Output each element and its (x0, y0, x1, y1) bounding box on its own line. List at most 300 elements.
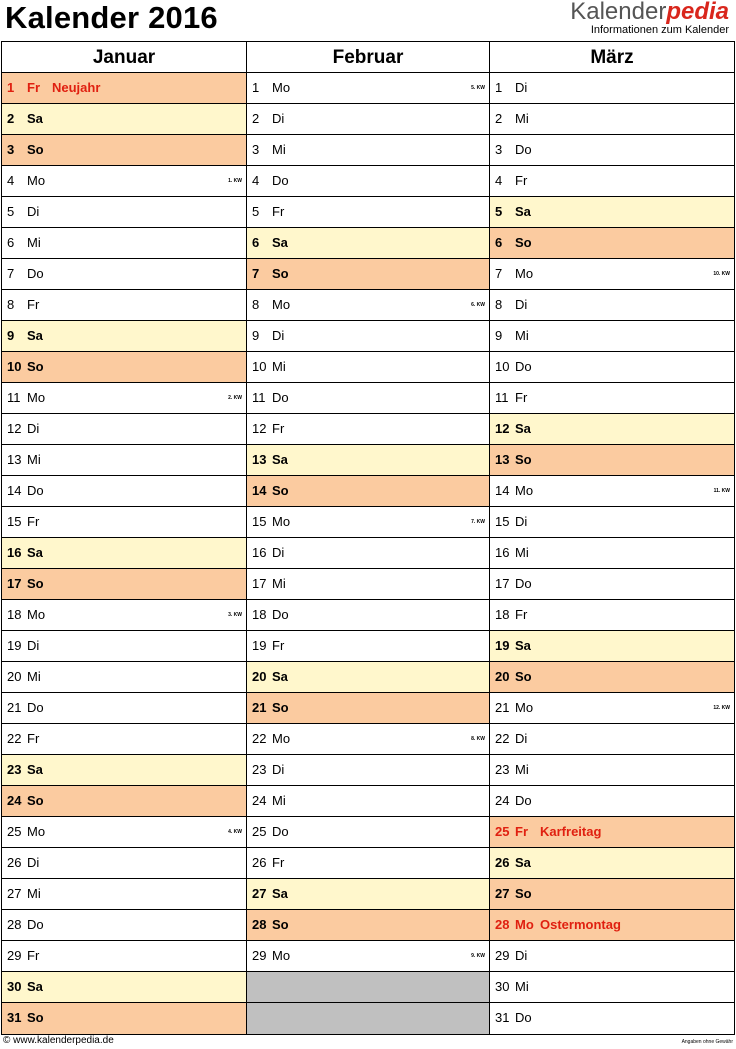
weekday: Mi (515, 979, 529, 994)
day-row (2, 290, 246, 321)
day-number: 16 (495, 545, 510, 560)
day-row (2, 197, 246, 228)
month-header: März (490, 42, 734, 73)
weekday: Sa (27, 328, 43, 343)
day-row (2, 569, 246, 600)
day-number: 17 (495, 576, 510, 591)
day-number: 21 (252, 700, 267, 715)
weekday: So (515, 669, 532, 684)
day-row (490, 569, 734, 600)
day-row (247, 569, 489, 600)
day-number: 16 (7, 545, 22, 560)
weekday: Mi (272, 142, 286, 157)
day-number: 25 (252, 824, 267, 839)
week-number: 2. KW (228, 395, 242, 401)
day-row (2, 383, 246, 414)
day-number: 5 (7, 204, 15, 219)
holiday-label: Ostermontag (540, 917, 621, 932)
day-number: 2 (495, 111, 503, 126)
weekday: Do (272, 390, 289, 405)
day-number: 27 (252, 886, 267, 901)
day-row (247, 817, 489, 848)
weekday: Di (515, 731, 528, 746)
weekday: So (515, 452, 532, 467)
day-number: 19 (495, 638, 510, 653)
day-number: 11 (495, 390, 509, 405)
weekday: Mi (272, 793, 286, 808)
day-row (490, 383, 734, 414)
day-number: 2 (7, 111, 15, 126)
weekday: Mi (27, 452, 41, 467)
day-row (2, 352, 246, 383)
day-row (2, 228, 246, 259)
day-row (490, 631, 734, 662)
week-number: 5. KW (471, 85, 485, 91)
day-number: 1 (495, 80, 503, 95)
day-row (490, 941, 734, 972)
day-row (2, 538, 246, 569)
weekday: So (27, 576, 44, 591)
weekday: So (27, 359, 44, 374)
day-number: 26 (7, 855, 22, 870)
weekday: Do (27, 917, 44, 932)
day-row (2, 755, 246, 786)
day-row (2, 73, 246, 104)
day-row (247, 879, 489, 910)
day-number: 18 (7, 607, 22, 622)
day-row (247, 321, 489, 352)
day-row (2, 507, 246, 538)
day-row (490, 445, 734, 476)
day-number: 9 (252, 328, 260, 343)
weekday: Di (272, 328, 285, 343)
day-number: 24 (495, 793, 510, 808)
day-number: 28 (495, 917, 510, 932)
month-column (2, 42, 247, 1034)
day-number: 10 (252, 359, 267, 374)
day-row (2, 941, 246, 972)
weekday: Mo (515, 700, 534, 715)
weekday: Do (27, 266, 44, 281)
day-row (2, 476, 246, 507)
day-row (490, 476, 734, 507)
day-number: 14 (495, 483, 510, 498)
day-number: 20 (7, 669, 22, 684)
weekday: Do (515, 359, 532, 374)
day-number: 4 (7, 173, 15, 188)
brand-logo[interactable] (570, 0, 729, 36)
day-row (490, 104, 734, 135)
weekday: Di (27, 638, 40, 653)
weekday: Di (515, 948, 528, 963)
day-row (2, 104, 246, 135)
weekday: Mo (272, 948, 291, 963)
day-row (490, 662, 734, 693)
day-row (2, 600, 246, 631)
day-number: 5 (495, 204, 503, 219)
day-row (247, 662, 489, 693)
day-row (490, 197, 734, 228)
weekday: Mi (272, 576, 286, 591)
month-header: Januar (2, 42, 246, 73)
day-number: 28 (7, 917, 22, 932)
weekday: Mo (27, 607, 46, 622)
weekday: Fr (272, 204, 285, 219)
day-row (247, 693, 489, 724)
day-number: 16 (252, 545, 267, 560)
day-number: 28 (252, 917, 267, 932)
day-number: 7 (495, 266, 503, 281)
day-number: 23 (495, 762, 510, 777)
weekday: Mo (27, 824, 46, 839)
day-row (490, 507, 734, 538)
day-row (247, 941, 489, 972)
weekday: Do (515, 142, 532, 157)
day-row (2, 879, 246, 910)
weekday: Fr (27, 297, 40, 312)
week-number: 3. KW (228, 612, 242, 618)
weekday: Fr (515, 390, 528, 405)
day-row (490, 228, 734, 259)
weekday: Sa (515, 855, 531, 870)
weekday: So (27, 142, 44, 157)
day-number: 29 (7, 948, 22, 963)
weekday: Mo (272, 297, 291, 312)
page-title: Kalender 2016 (5, 0, 218, 35)
weekday: Sa (272, 669, 288, 684)
weekday: Mo (272, 514, 291, 529)
weekday: Sa (272, 886, 288, 901)
weekday: So (272, 483, 289, 498)
day-row (247, 228, 489, 259)
day-number: 11 (252, 390, 266, 405)
day-number: 27 (495, 886, 510, 901)
day-row (247, 755, 489, 786)
weekday: Do (272, 824, 289, 839)
weekday: Di (515, 80, 528, 95)
day-number: 19 (252, 638, 267, 653)
day-row (2, 910, 246, 941)
day-number: 17 (7, 576, 22, 591)
day-number: 2 (252, 111, 260, 126)
weekday: Di (27, 855, 40, 870)
day-row (490, 848, 734, 879)
month-column (490, 42, 734, 1034)
day-number: 13 (7, 452, 22, 467)
day-number: 31 (7, 1010, 22, 1025)
day-number: 17 (252, 576, 267, 591)
day-row (247, 352, 489, 383)
weekday: Sa (515, 204, 531, 219)
day-number: 27 (7, 886, 22, 901)
day-row (247, 73, 489, 104)
weekday: Mi (515, 762, 529, 777)
day-row (490, 321, 734, 352)
day-row (2, 259, 246, 290)
weekday: Sa (27, 762, 43, 777)
day-number: 7 (252, 266, 260, 281)
weekday: Mo (515, 266, 534, 281)
week-number: 8. KW (471, 736, 485, 742)
weekday: Fr (27, 948, 40, 963)
day-row (490, 414, 734, 445)
holiday-label: Karfreitag (540, 824, 602, 839)
weekday: Fr (272, 421, 285, 436)
weekday: Fr (272, 855, 285, 870)
weekday: Di (272, 762, 285, 777)
day-number: 6 (495, 235, 503, 250)
week-number: 9. KW (471, 953, 485, 959)
day-row (490, 972, 734, 1003)
day-row (2, 972, 246, 1003)
day-number: 22 (495, 731, 510, 746)
weekday: Fr (515, 173, 528, 188)
weekday: Fr (27, 514, 40, 529)
weekday: Sa (515, 638, 531, 653)
day-number: 6 (252, 235, 260, 250)
day-number: 30 (495, 979, 510, 994)
weekday: Do (27, 483, 44, 498)
day-number: 11 (7, 390, 21, 405)
day-row (2, 631, 246, 662)
day-row (247, 135, 489, 166)
day-number: 25 (7, 824, 22, 839)
day-row (247, 910, 489, 941)
weekday: Fr (27, 80, 40, 95)
day-number: 12 (7, 421, 22, 436)
weekday: Di (515, 297, 528, 312)
day-number: 15 (7, 514, 22, 529)
day-number: 20 (495, 669, 510, 684)
day-row (490, 786, 734, 817)
day-number: 21 (7, 700, 22, 715)
day-row (490, 1003, 734, 1034)
weekday: Sa (272, 452, 288, 467)
day-number: 23 (252, 762, 267, 777)
day-number: 8 (252, 297, 260, 312)
weekday: Mi (515, 545, 529, 560)
day-number: 22 (252, 731, 267, 746)
weekday: So (515, 886, 532, 901)
brand-name-accent: pedia (666, 0, 729, 25)
day-number: 1 (7, 80, 15, 95)
day-number: 14 (252, 483, 267, 498)
weekday: Sa (27, 111, 43, 126)
weekday: Do (272, 173, 289, 188)
day-number: 13 (252, 452, 267, 467)
day-row (2, 135, 246, 166)
day-row (490, 910, 734, 941)
footer-copyright[interactable]: © www.kalenderpedia.de (3, 1035, 114, 1046)
day-row (490, 290, 734, 321)
weekday: Sa (515, 421, 531, 436)
day-row (490, 166, 734, 197)
day-row (247, 507, 489, 538)
holiday-label: Neujahr (52, 80, 101, 95)
week-number: 7. KW (471, 519, 485, 525)
day-row (247, 786, 489, 817)
week-number: 10. KW (713, 271, 730, 277)
weekday: Di (27, 421, 40, 436)
month-column (247, 42, 490, 1034)
day-row (247, 166, 489, 197)
day-row (247, 476, 489, 507)
week-number: 11. KW (713, 488, 730, 494)
weekday: So (515, 235, 532, 250)
weekday: So (27, 793, 44, 808)
weekday: Mo (272, 731, 291, 746)
day-row (490, 259, 734, 290)
weekday: Do (515, 1010, 532, 1025)
day-row (490, 755, 734, 786)
weekday: Do (272, 607, 289, 622)
calendar-grid (1, 41, 735, 1035)
day-row (247, 600, 489, 631)
weekday: Mo (515, 917, 534, 932)
day-number: 24 (252, 793, 267, 808)
brand-name (570, 0, 729, 25)
day-row (490, 352, 734, 383)
day-row (2, 693, 246, 724)
day-row (247, 414, 489, 445)
weekday: Di (272, 545, 285, 560)
day-row (490, 538, 734, 569)
day-number: 20 (252, 669, 267, 684)
empty-day-cell (247, 972, 489, 1003)
day-row (2, 662, 246, 693)
weekday: Di (27, 204, 40, 219)
weekday: Mo (27, 173, 46, 188)
day-number: 21 (495, 700, 510, 715)
day-number: 29 (495, 948, 510, 963)
day-row (2, 445, 246, 476)
day-row (490, 73, 734, 104)
day-number: 26 (252, 855, 267, 870)
day-number: 19 (7, 638, 22, 653)
day-row (2, 817, 246, 848)
day-row (247, 848, 489, 879)
weekday: Mo (515, 483, 534, 498)
day-number: 3 (252, 142, 260, 157)
weekday: Mi (27, 235, 41, 250)
day-row (490, 135, 734, 166)
weekday: Do (515, 576, 532, 591)
day-row (490, 879, 734, 910)
day-number: 4 (495, 173, 503, 188)
day-row (2, 848, 246, 879)
day-row (247, 259, 489, 290)
day-number: 30 (7, 979, 22, 994)
day-number: 25 (495, 824, 510, 839)
day-number: 4 (252, 173, 260, 188)
weekday: Mo (27, 390, 46, 405)
day-number: 12 (495, 421, 510, 436)
day-number: 15 (252, 514, 267, 529)
weekday: So (27, 1010, 44, 1025)
day-number: 1 (252, 80, 260, 95)
weekday: Fr (272, 638, 285, 653)
day-number: 13 (495, 452, 510, 467)
week-number: 1. KW (228, 178, 242, 184)
brand-subtitle: Informationen zum Kalender (590, 24, 729, 36)
day-number: 29 (252, 948, 267, 963)
day-row (490, 693, 734, 724)
day-number: 9 (7, 328, 15, 343)
day-number: 12 (252, 421, 267, 436)
day-number: 31 (495, 1010, 510, 1025)
empty-day-cell (247, 1003, 489, 1034)
day-number: 24 (7, 793, 22, 808)
day-number: 15 (495, 514, 510, 529)
day-number: 9 (495, 328, 503, 343)
week-number: 12. KW (713, 705, 730, 711)
brand-name-plain: Kalender (570, 0, 667, 25)
weekday: Mi (27, 669, 41, 684)
day-row (490, 817, 734, 848)
weekday: Sa (27, 545, 43, 560)
day-number: 3 (7, 142, 15, 157)
day-row (247, 538, 489, 569)
day-row (490, 724, 734, 755)
weekday: So (272, 917, 289, 932)
day-number: 22 (7, 731, 22, 746)
day-row (2, 786, 246, 817)
day-row (2, 1003, 246, 1034)
weekday: Fr (515, 607, 528, 622)
day-row (247, 631, 489, 662)
day-row (2, 414, 246, 445)
weekday: Di (272, 111, 285, 126)
day-number: 6 (7, 235, 15, 250)
day-row (2, 166, 246, 197)
day-number: 10 (7, 359, 22, 374)
day-number: 3 (495, 142, 503, 157)
day-row (247, 724, 489, 755)
weekday: Fr (27, 731, 40, 746)
day-row (247, 197, 489, 228)
weekday: Mi (272, 359, 286, 374)
weekday: So (272, 266, 289, 281)
weekday: Fr (515, 824, 528, 839)
day-row (247, 383, 489, 414)
day-number: 8 (7, 297, 15, 312)
day-row (247, 445, 489, 476)
weekday: Mi (515, 328, 529, 343)
day-number: 8 (495, 297, 503, 312)
day-row (247, 290, 489, 321)
day-row (247, 104, 489, 135)
weekday: Sa (27, 979, 43, 994)
day-row (490, 600, 734, 631)
week-number: 6. KW (471, 302, 485, 308)
day-number: 5 (252, 204, 260, 219)
day-row (2, 321, 246, 352)
day-number: 14 (7, 483, 22, 498)
week-number: 4. KW (228, 829, 242, 835)
day-number: 10 (495, 359, 510, 374)
weekday: Do (27, 700, 44, 715)
weekday: Di (515, 514, 528, 529)
day-row (2, 724, 246, 755)
day-number: 7 (7, 266, 15, 281)
weekday: Mi (515, 111, 529, 126)
weekday: So (272, 700, 289, 715)
day-number: 23 (7, 762, 22, 777)
day-number: 18 (252, 607, 267, 622)
month-header: Februar (247, 42, 489, 73)
weekday: Mi (27, 886, 41, 901)
footer-disclaimer: Angaben ohne Gewähr (681, 1039, 733, 1045)
